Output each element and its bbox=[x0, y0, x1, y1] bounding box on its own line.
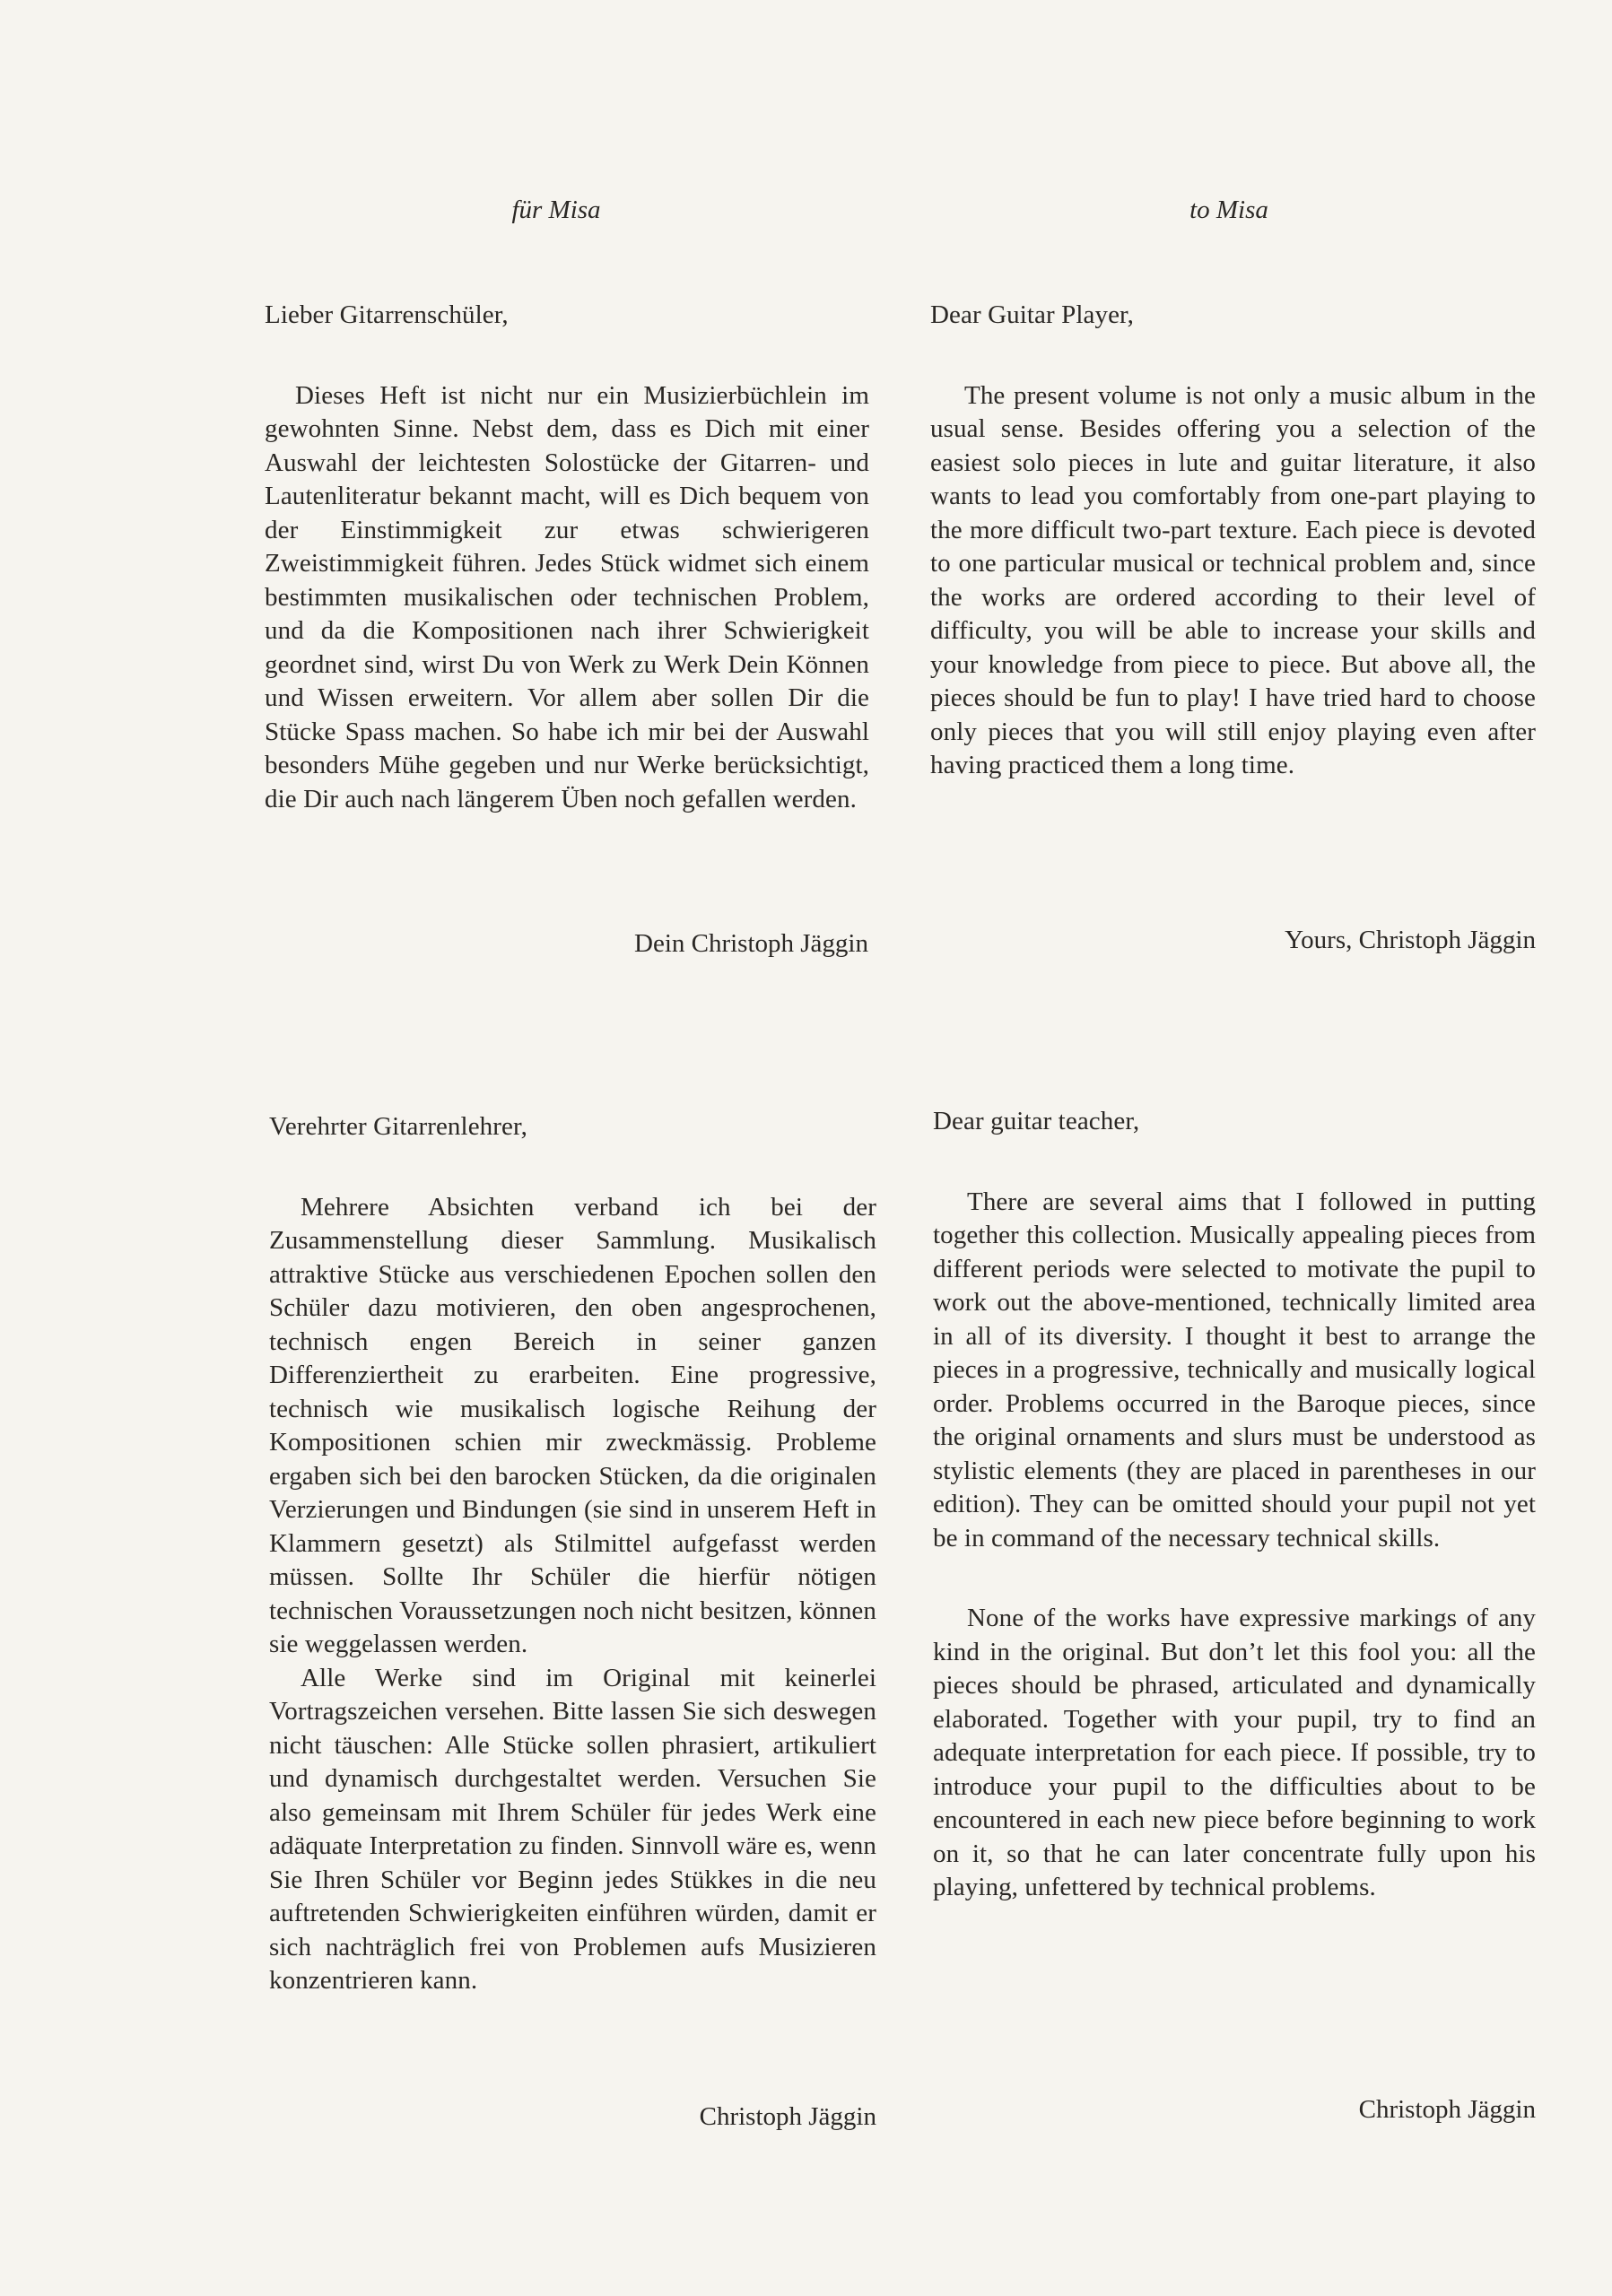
german-teacher-paragraph-2: Alle Werke sind im Original mit keinerlei Vortragszeichen versehen. Bitte lassen Sie sich deswegen nicht täuschen: Alle Stücke sollen phrasiert, artikuliert und dynamisch durchgestaltet werden. Versuchen Sie also gemeinsam mit Ihrem Schüler für jedes Werk eine adäquate Interpretation zu finden. Sinnvoll wäre es, wenn Sie Ihren Schüler vor Beginn jedes Stükkes in die neu auftretenden Schwierigkeiten einführen würden, damit er sich nachträglich frei von Problemen aufs Musizieren konzentrieren kann. bbox=[269, 1663, 876, 1995]
english-teacher-letter bbox=[933, 1105, 1536, 1905]
english-dedication: to Misa bbox=[1189, 196, 1268, 224]
german-teacher-letter bbox=[269, 1110, 876, 1998]
german-teacher-signature: Christoph Jäggin bbox=[699, 2102, 876, 2131]
german-teacher-paragraph-1: Mehrere Absichten verband ich bei der Zusammenstellung dieser Sammlung. Musikalisch attraktive Stücke aus verschiedenen Epochen sollen den Schüler dazu motivieren, den oben angesprochenen, technisch engen Bereich in seiner ganzen Differenziertheit zu erarbeiten. Eine progressive, technisch wie musikalisch logische Reihung der Kompositionen schien mir zweckmässig. Probleme ergaben sich bei den barocken Stücken, da die originalen Verzierungen und Bindungen (sie sind in unserem Heft in Klammern gesetzt) als Stilmittel aufgefasst werden müssen. Sollte Ihr Schüler die hierfür nötigen technischen Voraussetzungen noch nicht besitzen, können sie weggelassen werden. bbox=[269, 1192, 876, 1658]
english-teacher-paragraph-2: None of the works have expressive markings of any kind in the original. But don’t let this fool you: all the pieces should be phrased, articulated and dynamically elaborated. Together with your pupil, try to find an adequate interpretation for each piece. If possible, try to introduce your pupil to the difficulties about to be encountered in each new piece before beginning to work on it, so that he can later concentrate fully upon his playing, unfettered by technical problems. bbox=[933, 1604, 1536, 1901]
german-student-letter bbox=[265, 299, 869, 816]
german-student-signature: Dein Christoph Jäggin bbox=[634, 929, 868, 958]
german-student-salutation: Lieber Gitarrenschüler, bbox=[265, 300, 509, 329]
english-student-salutation: Dear Guitar Player, bbox=[930, 300, 1135, 329]
german-dedication: für Misa bbox=[511, 196, 601, 224]
english-student-paragraph: The present volume is not only a music album in the usual sense. Besides offering you a selection of the easiest solo pieces in lute and guitar literature, it also wants to lead you comfortably from one-part playing to the more difficult two-part texture. Each piece is devoted to one particular musical or technical problem and, since the works are ordered according to their level of difficulty, you will be able to increase your skills and your knowledge from piece to piece. But above all, the pieces should be fun to play! I have tried hard to choose only pieces that you will still enjoy playing even after having practiced them a long time. bbox=[930, 380, 1536, 779]
english-teacher-paragraph-1: There are several aims that I followed in putting together this collection. Musically appealing pieces from different periods were selected to motivate the pupil to work out the above-mentioned, technically limited area in all of its diversity. I thought it best to arrange the pieces in a progressive, technically and musically logical order. Problems occurred in the Baroque pieces, since the original ornaments and slurs must be understood as stylistic elements (they are placed in parentheses in our edition). They can be omitted should your pupil not yet be in command of the necessary technical skills. bbox=[933, 1187, 1536, 1552]
german-student-paragraph: Dieses Heft ist nicht nur ein Musizierbüchlein im gewohnten Sinne. Nebst dem, dass es Dich mit einer Auswahl der leichtesten Solostücke der Gitarren- und Lautenliteratur bekannt macht, will es Dich bequem von der Einstimmigkeit zur etwas schwierigeren Zweistimmigkeit führen. Jedes Stück widmet sich einem bestimmten musikalischen oder technischen Problem, und da die Kompositionen nach ihrer Schwierigkeit geordnet sind, wirst Du von Werk zu Werk Dein Können und Wissen erweitern. Vor allem aber sollen Dir die Stücke Spass machen. So habe ich mir bei der Auswahl besonders Mühe gegeben und nur Werke berücksichtigt, die Dir auch nach längerem Üben noch gefallen werden. bbox=[265, 380, 869, 813]
english-teacher-signature: Christoph Jäggin bbox=[1358, 2095, 1536, 2124]
english-student-signature: Yours, Christoph Jäggin bbox=[1285, 926, 1536, 954]
english-student-letter bbox=[930, 299, 1536, 783]
english-teacher-salutation: Dear guitar teacher, bbox=[933, 1107, 1140, 1135]
german-teacher-salutation: Verehrter Gitarrenlehrer, bbox=[269, 1112, 527, 1141]
